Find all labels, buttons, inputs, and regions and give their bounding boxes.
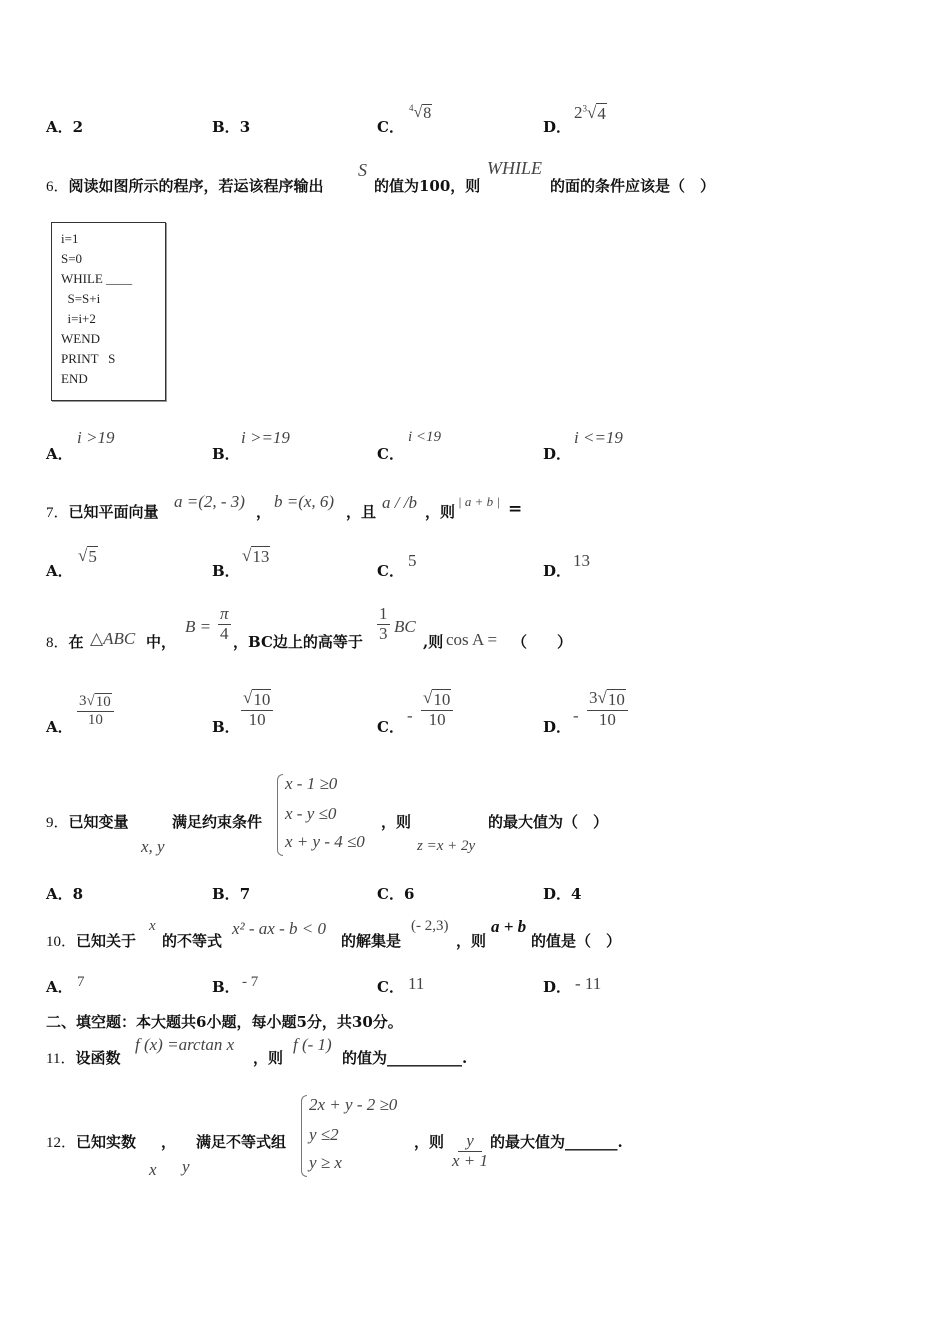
stem-text: 满足不等式组 bbox=[196, 1133, 287, 1151]
stem-text: ，则 bbox=[414, 1133, 445, 1151]
question-number: 6． bbox=[46, 179, 69, 195]
q10-option-c-value: 11 bbox=[408, 974, 425, 993]
code-line: S=0 bbox=[61, 251, 83, 266]
q10-option-c-label: C． bbox=[377, 978, 404, 996]
stem-text: 已知变量 bbox=[68, 813, 129, 831]
option-label: B． bbox=[212, 885, 240, 903]
function-call: f (- 1) bbox=[293, 1035, 332, 1054]
q9-option-b bbox=[212, 883, 250, 904]
a-plus-b: a + b bbox=[491, 917, 527, 936]
option-value: 6 bbox=[403, 885, 415, 903]
var-s: S bbox=[358, 160, 367, 180]
radicand: 10 bbox=[253, 690, 271, 709]
q10-option-d-label: D． bbox=[543, 978, 572, 996]
q6-option-a-value: i >19 bbox=[77, 428, 115, 447]
q6-option-d-label: D． bbox=[543, 445, 572, 463]
constraint-3: y ≥ x bbox=[309, 1153, 342, 1172]
answer-parens: （ ） bbox=[512, 633, 573, 651]
q7-option-c-label: C． bbox=[377, 562, 404, 580]
q5-option-a bbox=[46, 116, 83, 137]
q6-option-a-label: A． bbox=[46, 445, 73, 463]
q11-stem bbox=[46, 1047, 120, 1068]
ratio-fraction bbox=[450, 1132, 490, 1170]
q7-option-d-label: D． bbox=[543, 562, 572, 580]
denominator: 10 bbox=[598, 709, 616, 729]
option-value: 4 bbox=[571, 885, 582, 903]
magnitude-expr: | a + b | bbox=[458, 494, 500, 509]
radicand: 8 bbox=[423, 105, 432, 123]
stem-text: 的值是（ ） bbox=[531, 932, 622, 950]
q8-option-d-value: 3 √ 10 10 bbox=[587, 689, 628, 729]
q10-option-d-value: - 11 bbox=[575, 974, 602, 993]
option-label: B． bbox=[212, 118, 240, 136]
system-brace bbox=[301, 1095, 307, 1177]
q8-option-a-label: A． bbox=[46, 718, 73, 736]
q8-option-c-value: √ 10 10 bbox=[421, 689, 453, 729]
stem-text: ，则 bbox=[381, 813, 412, 831]
option-value: 3 bbox=[239, 118, 251, 136]
coef: 3 bbox=[589, 688, 598, 707]
q8-stem bbox=[46, 631, 84, 652]
equals-sign: = bbox=[508, 499, 523, 519]
stem-text: 阅读如图所示的程序，若运该程序输出 bbox=[68, 177, 324, 195]
code-line: S=S+i bbox=[61, 291, 101, 306]
stem-text: 的面的条件应该是（ ） bbox=[550, 177, 716, 195]
inequality: x² - ax - b < 0 bbox=[232, 919, 326, 938]
question-number: 7． bbox=[46, 505, 69, 521]
q7-option-b-value: √ 13 bbox=[242, 546, 270, 566]
constraint-3: x + y - 4 ≤0 bbox=[285, 832, 365, 851]
radicand: 4 bbox=[597, 104, 606, 123]
option-value: 2 bbox=[72, 118, 84, 136]
solution-interval: (- 2,3) bbox=[411, 918, 449, 934]
question-number: 12． bbox=[46, 1135, 77, 1151]
minus-sign: - bbox=[573, 706, 579, 725]
stem-text: 的解集是 bbox=[341, 932, 402, 950]
one-third bbox=[377, 605, 390, 643]
code-line: END bbox=[61, 371, 88, 386]
stem-text: ，则 bbox=[456, 932, 487, 950]
q8-option-d-label: D． bbox=[543, 718, 572, 736]
option-label: C． bbox=[377, 118, 404, 136]
denominator: 10 bbox=[248, 709, 266, 729]
option-label: C． bbox=[377, 885, 404, 903]
denominator: x + 1 bbox=[452, 1150, 489, 1170]
q5-option-c bbox=[377, 116, 404, 137]
q10-stem bbox=[46, 930, 136, 951]
q10-option-b-label: B． bbox=[212, 978, 240, 996]
q7-option-c-value: 5 bbox=[408, 551, 417, 570]
stem-text: ,则 bbox=[423, 633, 444, 651]
numerator: π bbox=[220, 604, 229, 623]
code-line: PRINT S bbox=[61, 351, 116, 366]
q7-option-d-value: 13 bbox=[573, 551, 590, 570]
question-number: 8． bbox=[46, 635, 69, 651]
vector-b: b =(x, 6) bbox=[274, 492, 335, 511]
parallel-condition: a / /b bbox=[382, 493, 417, 512]
stem-text: 满足约束条件 bbox=[172, 813, 263, 831]
system-brace bbox=[277, 774, 283, 856]
q6-option-c-value: i <19 bbox=[408, 429, 442, 445]
q10-option-a-value: 7 bbox=[77, 974, 85, 990]
q10-option-b-value: - 7 bbox=[242, 974, 259, 990]
q9-option-c bbox=[377, 883, 414, 904]
q12-stem bbox=[46, 1131, 136, 1152]
radicand: 10 bbox=[95, 694, 111, 710]
q8-option-b-value: √ 10 10 bbox=[241, 689, 273, 729]
stem-text: ， bbox=[161, 1133, 177, 1151]
minus-sign: - bbox=[407, 706, 413, 725]
stem-text: ， bbox=[256, 503, 272, 521]
function-definition: f (x) =arctan x bbox=[135, 1035, 235, 1054]
option-label: A． bbox=[46, 118, 73, 136]
while-keyword: WHILE bbox=[487, 158, 542, 178]
stem-text: 的最大值为（ ） bbox=[488, 813, 609, 831]
variable-x: x bbox=[149, 1160, 157, 1179]
stem-text: 已知实数 bbox=[76, 1133, 137, 1151]
stem-text: 的值为__________. bbox=[342, 1049, 468, 1067]
stem-text: 在 bbox=[68, 633, 84, 651]
radicand: 10 bbox=[433, 690, 451, 709]
q7-option-a-label: A． bbox=[46, 562, 73, 580]
question-number: 11． bbox=[46, 1051, 76, 1067]
triangle-abc: △ABC bbox=[90, 629, 136, 648]
radicand: 5 bbox=[88, 547, 97, 566]
q5-option-d bbox=[543, 116, 571, 137]
stem-text: ，且 bbox=[346, 503, 377, 521]
root-index: 3 bbox=[582, 103, 587, 114]
q6-option-b-value: i >=19 bbox=[241, 428, 290, 447]
variables-xy: x, y bbox=[141, 837, 165, 856]
q8-option-b-label: B． bbox=[212, 718, 240, 736]
numerator: 1 bbox=[379, 604, 388, 623]
variable-y: y bbox=[182, 1157, 190, 1176]
stem-text: 的最大值为_______. bbox=[490, 1133, 623, 1151]
q6-option-c-label: C． bbox=[377, 445, 404, 463]
question-number: 10． bbox=[46, 934, 77, 950]
code-line: WEND bbox=[61, 331, 100, 346]
q8-option-c-label: C． bbox=[377, 718, 404, 736]
q6-stem bbox=[46, 175, 324, 196]
q7-stem bbox=[46, 501, 159, 522]
constraint-1: x - 1 ≥0 bbox=[285, 774, 338, 793]
constraint-2: x - y ≤0 bbox=[285, 804, 337, 823]
coef: 3 bbox=[79, 693, 87, 709]
stem-text: ，则 bbox=[425, 503, 456, 521]
angle-b: B = bbox=[185, 617, 212, 636]
q9-stem bbox=[46, 811, 129, 832]
q6-option-b-label: B． bbox=[212, 445, 240, 463]
q5-option-b bbox=[212, 116, 250, 137]
q7-option-b-label: B． bbox=[212, 562, 240, 580]
stem-text: 中， bbox=[146, 633, 177, 651]
pi-over-four bbox=[218, 605, 231, 643]
q9-option-d bbox=[543, 883, 581, 904]
vector-a: a =(2, - 3) bbox=[174, 492, 245, 511]
denominator: 4 bbox=[220, 623, 229, 643]
stem-text: 已知平面向量 bbox=[68, 503, 159, 521]
code-line: i=i+2 bbox=[61, 311, 96, 326]
code-line: WHILE ____ bbox=[61, 271, 133, 286]
q6-option-d-value: i <=19 bbox=[574, 428, 623, 447]
radicand: 10 bbox=[607, 690, 625, 709]
stem-text: 设函数 bbox=[75, 1049, 121, 1067]
q7-option-a-value: √ 5 bbox=[78, 546, 97, 566]
program-code-box bbox=[51, 222, 166, 401]
q8-option-a-value: 3 √ 10 10 bbox=[77, 693, 114, 729]
variable-x: x bbox=[149, 918, 156, 934]
code-line: i=1 bbox=[61, 231, 79, 246]
numerator: y bbox=[458, 1132, 482, 1152]
root-coef: 2 bbox=[574, 103, 583, 122]
stem-text: ，BC边上的高等于 bbox=[233, 633, 363, 651]
stem-text: 的不等式 bbox=[162, 932, 223, 950]
option-value: 7 bbox=[239, 885, 251, 903]
denominator: 3 bbox=[379, 623, 388, 643]
option-value: 8 bbox=[72, 885, 84, 903]
question-number: 9． bbox=[46, 815, 69, 831]
stem-text: 的值为100，则 bbox=[374, 177, 481, 195]
q9-option-a bbox=[46, 883, 83, 904]
cos-a: cos A = bbox=[446, 630, 498, 649]
option-label: A． bbox=[46, 885, 73, 903]
q5-option-c-root: $^4$ √ 8 bbox=[409, 103, 432, 123]
root-index: 4 bbox=[409, 103, 414, 113]
constraint-1: 2x + y - 2 ≥0 bbox=[309, 1095, 398, 1114]
q10-option-a-label: A． bbox=[46, 978, 73, 996]
denominator: 10 bbox=[87, 712, 103, 729]
side-bc: BC bbox=[394, 617, 416, 636]
option-label: D． bbox=[543, 118, 572, 136]
objective-z: z =x + 2y bbox=[417, 838, 476, 854]
stem-text: 已知关于 bbox=[76, 932, 137, 950]
denominator: 10 bbox=[428, 709, 446, 729]
radicand: 13 bbox=[252, 547, 270, 566]
option-label: D． bbox=[543, 885, 572, 903]
stem-text: ，则 bbox=[253, 1049, 284, 1067]
q5-option-d-root: $2^3$ √ 4 bbox=[574, 103, 606, 123]
section-heading: 二、填空题：本大题共6小题，每小题5分，共30分。 bbox=[46, 1013, 403, 1031]
constraint-2: y ≤2 bbox=[309, 1125, 339, 1144]
